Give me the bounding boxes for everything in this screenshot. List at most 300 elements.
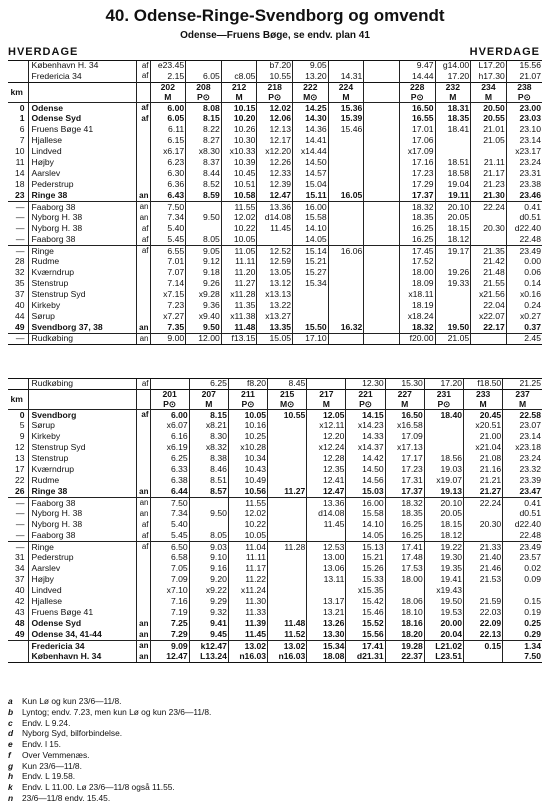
train-number: 237 <box>515 389 530 399</box>
table-cell: 11.30 <box>228 597 267 608</box>
table-cell: 12.41 <box>307 476 346 487</box>
table-cell: af <box>136 531 150 542</box>
table-cell: 18.19 <box>399 301 435 312</box>
table-cell <box>257 235 293 246</box>
table-cell: Odense 34, 41-44 <box>28 630 136 641</box>
table-cell <box>364 312 400 323</box>
table-cell <box>435 301 471 312</box>
table-cell <box>268 465 307 476</box>
table-cell: 23.49 <box>506 246 542 257</box>
table-cell: 32 <box>14 267 25 278</box>
train-number: 224 <box>338 82 354 92</box>
table-cell: 21.53 <box>464 575 503 586</box>
table-cell: 8.45 <box>268 379 307 390</box>
table-cell: x11.28 <box>221 290 257 301</box>
train-number: 212 <box>231 82 247 92</box>
table-cell: 18.32 <box>385 498 424 509</box>
table-cell: 23.32 <box>503 465 542 476</box>
table-cell <box>503 586 542 597</box>
table-cell: 15.50 <box>293 323 329 334</box>
table-cell: — <box>8 498 28 509</box>
table-cell: 13.35 <box>257 323 293 334</box>
table-cell: 18.16 <box>385 619 424 630</box>
table-cell <box>364 279 400 290</box>
footnote-text: Endv. l 15. <box>22 739 61 749</box>
table-cell <box>364 114 400 125</box>
table-cell: Fredericia 34 <box>28 72 136 83</box>
table-cell: 11.17 <box>228 564 267 575</box>
table-cell: f8.20 <box>228 379 267 390</box>
table-cell: 0.06 <box>506 268 542 279</box>
table-cell: 0.09 <box>503 575 542 586</box>
table-cell: x21.04 <box>464 443 503 454</box>
table-cell: 8.08 <box>186 103 222 114</box>
table-cell <box>136 83 150 103</box>
table-cell: 10.43 <box>228 465 267 476</box>
table-cell: 14.33 <box>346 432 385 443</box>
table-cell: 18.08 <box>307 652 346 663</box>
train-type: P⊙ <box>241 398 255 409</box>
table-cell: 22.17 <box>471 323 507 334</box>
table-cell: 7.23 <box>150 301 186 312</box>
table-cell: 8.27 <box>186 136 222 147</box>
table-cell: Svendborg 37, 38 <box>28 323 136 334</box>
table-row <box>8 575 542 586</box>
footnote-key: g <box>8 760 14 771</box>
footnote-key: c <box>8 717 13 728</box>
table-cell: 6.11 <box>150 125 186 136</box>
table-cell: 9.45 <box>189 630 228 641</box>
table-cell: 14.44 <box>399 72 435 83</box>
table-cell <box>385 586 424 597</box>
train-type: P⊙ <box>437 398 451 409</box>
table-cell: an <box>136 202 150 213</box>
table-cell: 6.58 <box>150 553 189 564</box>
table-cell: 19.50 <box>424 597 463 608</box>
table-cell: 40 <box>14 300 25 311</box>
table-cell <box>136 421 150 432</box>
table-cell <box>8 652 28 663</box>
train-type: M <box>342 91 350 102</box>
table-cell: 0.19 <box>503 608 542 619</box>
table-cell: 14.10 <box>293 224 329 235</box>
table-cell: 6.15 <box>150 136 186 147</box>
table-cell: 15.30 <box>385 379 424 390</box>
table-cell: x6.07 <box>150 421 189 432</box>
table-cell: 7.01 <box>150 257 186 268</box>
train-type: P⊙ <box>196 91 210 102</box>
table-row <box>8 169 542 180</box>
table-cell: 9.18 <box>186 268 222 279</box>
table-cell: — <box>15 508 25 519</box>
footnote-text: Endv. L 19.58. <box>22 771 76 782</box>
table-cell: x8.30 <box>186 147 222 158</box>
table-cell <box>424 390 463 410</box>
table-cell <box>364 334 400 345</box>
table-cell: x19.43 <box>424 586 463 597</box>
train-type: M <box>235 91 243 102</box>
table-cell <box>186 61 222 72</box>
table-cell: 8.15 <box>189 410 228 421</box>
table-cell: 17.10 <box>293 334 329 345</box>
table-cell <box>364 147 400 158</box>
table-cell: 9.50 <box>186 213 222 224</box>
table-cell <box>268 432 307 443</box>
train-number: 207 <box>201 389 216 399</box>
table-cell: 11.48 <box>268 619 307 630</box>
table-cell: 31 <box>14 552 25 563</box>
table-row <box>8 290 542 301</box>
table-cell: Nyborg H. 38 <box>28 213 136 224</box>
table-cell: x23.18 <box>503 443 542 454</box>
table-row <box>8 641 542 652</box>
table-cell <box>136 575 150 586</box>
table-cell: 8.05 <box>189 531 228 542</box>
table-cell: 10.22 <box>228 520 267 531</box>
table-cell <box>268 421 307 432</box>
table-cell: — <box>8 202 28 213</box>
table-row <box>8 235 542 246</box>
table-cell <box>328 147 364 158</box>
train-number: 238 <box>517 82 532 92</box>
table-cell <box>8 379 28 390</box>
table-cell: 15.04 <box>293 180 329 191</box>
table-cell: 17.17 <box>385 454 424 465</box>
table-row <box>8 213 542 224</box>
table-cell <box>364 158 400 169</box>
table-cell: x6.17 <box>150 147 186 158</box>
table-cell: 15.39 <box>328 114 364 125</box>
table-cell: 11.35 <box>221 301 257 312</box>
table-cell: 13.20 <box>293 72 329 83</box>
table-row <box>8 202 542 213</box>
table-cell: 11 <box>15 157 25 168</box>
table-cell <box>435 136 471 147</box>
table-cell <box>136 608 150 619</box>
table-cell: 28 <box>14 256 25 267</box>
table-cell: an <box>136 191 150 202</box>
table-cell: Nyborg H. 38 <box>28 224 136 235</box>
table-cell: x0.16 <box>506 290 542 301</box>
table-cell: Rudkøbing <box>28 334 136 345</box>
table-cell: 14.31 <box>328 72 364 83</box>
table-cell <box>136 147 150 158</box>
table-cell: x9.40 <box>186 312 222 323</box>
table-cell: 19.17 <box>435 246 471 257</box>
table-cell: 14.50 <box>293 158 329 169</box>
table-cell <box>364 125 400 136</box>
table-cell: 13.00 <box>307 553 346 564</box>
table-cell: 12.26 <box>257 158 293 169</box>
table-cell: 6.23 <box>150 158 186 169</box>
table-cell <box>464 531 503 542</box>
table-cell: 14.15 <box>346 410 385 421</box>
table-cell: 10.56 <box>228 487 267 498</box>
table-row <box>8 224 542 235</box>
table-cell <box>136 268 150 279</box>
table-cell: L21.02 <box>424 641 463 652</box>
table-cell: 12.52 <box>257 246 293 257</box>
table-cell <box>268 531 307 542</box>
table-cell: 18.35 <box>399 213 435 224</box>
table-cell: 22.37 <box>385 652 424 663</box>
table-cell: 19.33 <box>435 279 471 290</box>
table-cell: Faaborg 38 <box>28 498 136 509</box>
table-cell: 18.40 <box>424 410 463 421</box>
table-cell <box>328 301 364 312</box>
table-cell: 10.34 <box>228 454 267 465</box>
table-cell: af <box>136 61 150 72</box>
table-cell: f20.00 <box>399 334 435 345</box>
footnote <box>8 696 542 707</box>
table-cell: n16.03 <box>228 652 267 663</box>
train-type: P⊙ <box>163 398 177 409</box>
table-cell: 12.06 <box>257 114 293 125</box>
table-cell: 16.00 <box>293 202 329 213</box>
table-row <box>8 465 542 476</box>
table-cell: 9.29 <box>189 597 228 608</box>
table-cell <box>328 213 364 224</box>
table-cell: 9.20 <box>189 575 228 586</box>
table-cell: Nyborg H. 38 <box>28 520 136 531</box>
table-cell: af <box>136 103 150 114</box>
table-cell: km <box>8 390 28 410</box>
table-cell: 12.33 <box>257 169 293 180</box>
table-cell: 18.06 <box>385 597 424 608</box>
table-cell: 10.22 <box>221 224 257 235</box>
table-cell <box>28 83 136 103</box>
table-cell <box>435 312 471 323</box>
table-cell: 16.06 <box>328 246 364 257</box>
train-number: 215 <box>280 389 295 399</box>
table-cell: 15.58 <box>293 213 329 224</box>
table-row <box>8 630 542 641</box>
table-cell: 17.37 <box>399 191 435 202</box>
table-cell: 10 <box>14 146 25 157</box>
train-type: M <box>322 398 330 409</box>
table-cell: 8.44 <box>186 169 222 180</box>
table-cell: 18.56 <box>424 454 463 465</box>
table-cell: x19.07 <box>424 476 463 487</box>
table-cell: Lindved <box>28 147 136 158</box>
table-cell: af <box>136 379 150 390</box>
table-cell: 15.03 <box>346 487 385 498</box>
table-cell <box>268 390 307 410</box>
table-cell: x9.22 <box>189 586 228 597</box>
table-cell: 10.39 <box>221 158 257 169</box>
table-cell: 13.26 <box>307 619 346 630</box>
table-cell: 19.41 <box>424 575 463 586</box>
table-cell: Højby <box>28 158 136 169</box>
table-cell: 18.15 <box>435 224 471 235</box>
table-cell <box>424 432 463 443</box>
table-row <box>8 619 542 630</box>
table-cell: 7 <box>19 135 25 146</box>
table-cell: 34 <box>14 563 25 574</box>
table-cell: 17.41 <box>385 542 424 553</box>
train-number: 228 <box>410 82 425 92</box>
table-cell: Faaborg 38 <box>28 235 136 246</box>
table-cell <box>328 224 364 235</box>
table-cell: d0.51 <box>503 509 542 520</box>
train-number: 202 <box>160 82 175 92</box>
table-cell: 22.24 <box>464 498 503 509</box>
table-cell <box>364 169 400 180</box>
table-cell: 21.05 <box>471 136 507 147</box>
table-cell: 21.11 <box>471 158 507 169</box>
table-cell: 7.16 <box>150 597 189 608</box>
table-cell: 13 <box>14 453 25 464</box>
table-cell: Stenstrup <box>28 454 136 465</box>
table-cell: 14.30 <box>293 114 329 125</box>
table-cell: 17.09 <box>385 432 424 443</box>
table-cell: 16.50 <box>385 410 424 421</box>
table-cell: — <box>8 334 28 345</box>
table-cell <box>328 202 364 213</box>
table-cell: 43 <box>14 607 25 618</box>
table-cell: 5 <box>19 420 25 431</box>
table-cell: 12.13 <box>257 125 293 136</box>
table-cell <box>268 575 307 586</box>
table-cell: 1.34 <box>503 641 542 652</box>
table-row <box>8 301 542 312</box>
table-cell: 17.29 <box>399 180 435 191</box>
table-cell: 20.30 <box>464 520 503 531</box>
table-cell: 17.01 <box>399 125 435 136</box>
table-cell <box>268 586 307 597</box>
table-row <box>8 334 542 345</box>
table-row <box>8 191 542 202</box>
table-cell: 49 <box>14 629 25 640</box>
table-cell: 9.50 <box>186 323 222 334</box>
table-cell: Rudkøbing <box>28 379 136 390</box>
table-cell: 21.17 <box>471 169 507 180</box>
table-row <box>8 564 542 575</box>
table-cell: 13.06 <box>307 564 346 575</box>
table-cell: 37 <box>14 574 25 585</box>
table-cell: 20.55 <box>471 114 507 125</box>
table-cell <box>268 564 307 575</box>
table-cell: 0.00 <box>506 257 542 268</box>
table-cell: — <box>15 223 25 234</box>
table-cell: 21.05 <box>435 334 471 345</box>
table-cell: 0.15 <box>464 641 503 652</box>
table-cell: 22.13 <box>464 630 503 641</box>
table-cell: Odense Syd <box>28 114 136 125</box>
table-cell: d22.40 <box>503 520 542 531</box>
table-cell: x0.27 <box>506 312 542 323</box>
table-cell: af <box>136 410 150 421</box>
table-cell: Faaborg 38 <box>28 202 136 213</box>
table-cell <box>364 301 400 312</box>
table-cell: x22.07 <box>471 312 507 323</box>
table-cell: 20.50 <box>471 103 507 114</box>
table-row <box>8 520 542 531</box>
table-cell: 11.05 <box>221 246 257 257</box>
table-cell: Stenstrup Syd <box>28 290 136 301</box>
table-cell <box>136 301 150 312</box>
train-type: M⊙ <box>279 398 295 409</box>
table-cell: 17.16 <box>399 158 435 169</box>
table-cell: 6.25 <box>189 379 228 390</box>
table-row <box>8 542 542 553</box>
table-cell: c8.05 <box>221 72 257 83</box>
table-cell: 5.40 <box>150 520 189 531</box>
table-cell <box>268 498 307 509</box>
table-cell <box>364 268 400 279</box>
day-label-left: HVERDAGE <box>8 46 79 58</box>
table-cell: København H. 34 <box>28 61 136 72</box>
table-cell: 22 <box>14 475 25 486</box>
table-cell: Pederstrup <box>28 553 136 564</box>
table-row <box>8 125 542 136</box>
table-cell: København H. 34 <box>28 652 136 663</box>
table-cell: 23.24 <box>503 454 542 465</box>
table-cell: 7.25 <box>150 619 189 630</box>
table-cell: e23.45 <box>150 61 186 72</box>
table-cell: L17.20 <box>471 61 507 72</box>
table-cell: 23.14 <box>503 432 542 443</box>
table-cell: 18.58 <box>435 169 471 180</box>
table-cell <box>435 83 471 103</box>
table-cell: an <box>136 323 150 334</box>
table-cell: 21.48 <box>471 268 507 279</box>
table-cell <box>364 180 400 191</box>
footnote-text: Kun 23/6—11/8. <box>22 760 82 771</box>
table-cell: 17.20 <box>435 72 471 83</box>
table-cell: x7.27 <box>150 312 186 323</box>
table-cell: 1 <box>19 113 25 124</box>
table-cell: 35 <box>14 278 25 289</box>
table-cell <box>8 72 28 83</box>
table-cell <box>136 158 150 169</box>
table-cell <box>136 180 150 191</box>
table-cell: 0.24 <box>506 301 542 312</box>
table-cell <box>328 334 364 345</box>
table-cell <box>364 72 400 83</box>
table-cell: 10.55 <box>257 72 293 83</box>
table-cell <box>293 301 329 312</box>
table-row <box>8 136 542 147</box>
table-cell: 12.53 <box>307 542 346 553</box>
table-cell: d22.40 <box>506 224 542 235</box>
table-cell: 15.42 <box>346 597 385 608</box>
table-cell: 18 <box>14 179 25 190</box>
table-cell: 16.25 <box>385 520 424 531</box>
table-cell: af <box>136 114 150 125</box>
table-cell: 15.13 <box>346 542 385 553</box>
table-cell <box>150 390 189 410</box>
table-cell: 10.16 <box>228 421 267 432</box>
table-cell: 20.10 <box>435 202 471 213</box>
table-cell: 5.45 <box>150 235 186 246</box>
table-cell: an <box>136 213 150 224</box>
table-cell: 12.05 <box>307 410 346 421</box>
table-cell: 20.45 <box>464 410 503 421</box>
table-cell <box>136 390 150 410</box>
table-cell: Aarslev <box>28 169 136 180</box>
table-cell: 48 <box>14 618 25 629</box>
table-cell: 21.46 <box>464 564 503 575</box>
table-cell <box>136 443 150 454</box>
table-cell: — <box>15 212 25 223</box>
train-type: M <box>519 398 527 409</box>
table-cell: 15.21 <box>346 553 385 564</box>
table-cell <box>471 334 507 345</box>
table-cell: 14.05 <box>346 531 385 542</box>
table-cell: 18.20 <box>385 630 424 641</box>
timetable-svendborg-odense <box>8 378 542 663</box>
